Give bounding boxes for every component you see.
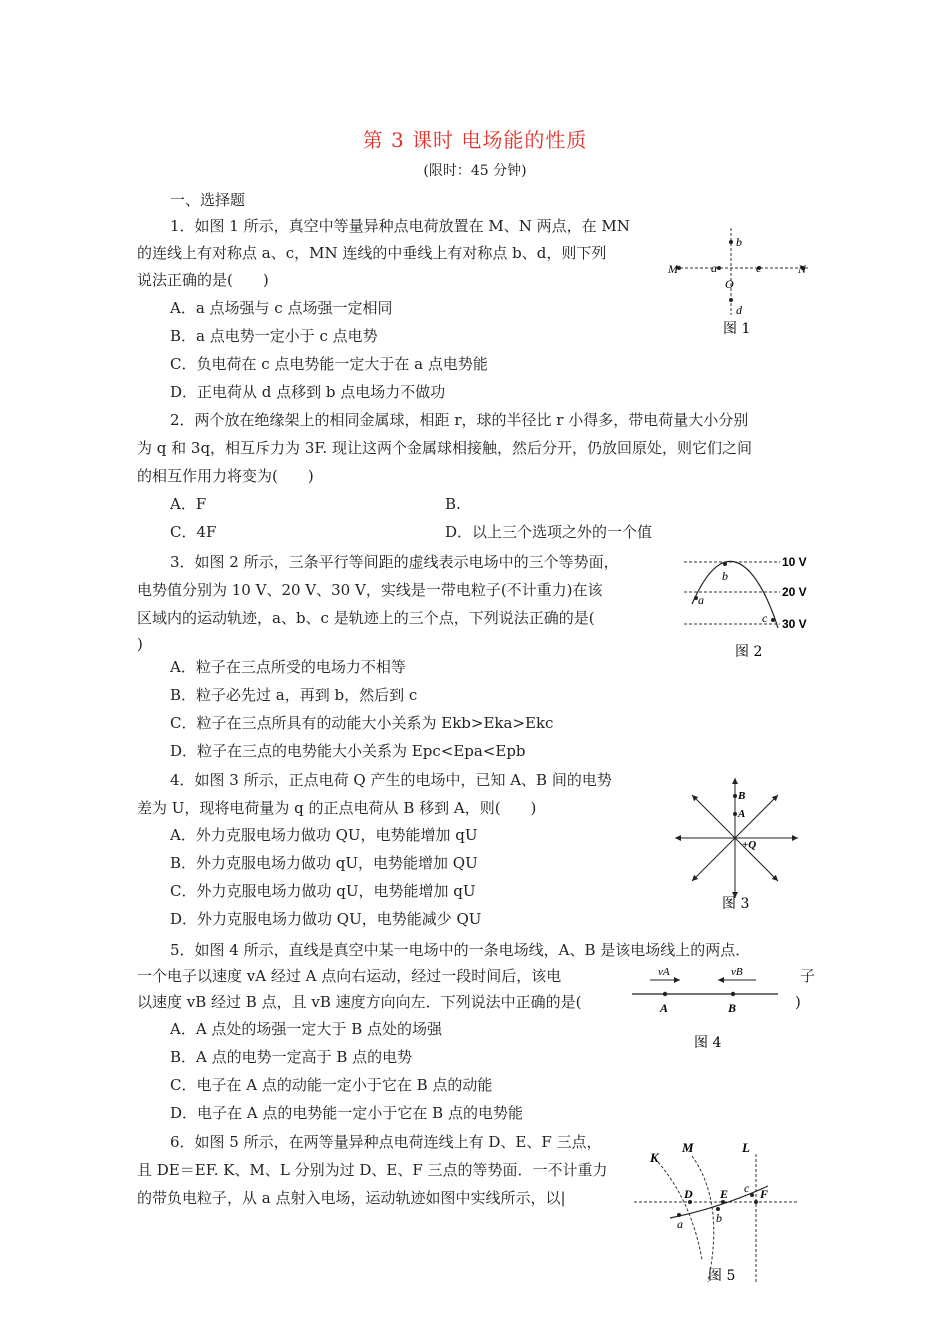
q3-option-c: C．粒子在三点所具有的动能大小关系为 Ekb>Eka>Ekc [170,714,554,732]
q5-option-b: B．A 点的电势一定高于 B 点的电势 [170,1048,413,1066]
figure-5 [630,1132,810,1287]
q5-line-2: 一个电子以速度 vA 经过 A 点向右运动，经过一段时间后，该电 [137,967,562,985]
q4-option-b: B．外力克服电场力做功 qU，电势能增加 QU [170,854,478,872]
q2-option-c: C．4F [170,523,217,541]
q5-option-a: A．A 点处的场强一定大于 B 点处的场强 [170,1020,442,1038]
q5-line-3: 以速度 vB 经过 B 点，且 vB 速度方向向左．下列说法中正确的是( [137,993,582,1011]
q2-line-2: 为 q 和 3q，相互斥力为 3F. 现让这两个金属球相接触，然后分开，仍放回原处，则它们之间 [137,439,752,457]
q5-line-2-end: 子 [800,967,816,985]
figure-3 [660,770,810,915]
fig1-label-o: O [725,277,734,291]
fig1-label-m: M [668,262,678,276]
q2-line-1: 2．两个放在绝缘架上的相同金属球，相距 r，球的半径比 r 小得多，带电荷量大小分别 [170,411,749,429]
q1-option-a: A．a 点场强与 c 点场强一定相同 [170,299,393,317]
fig2-label-20v: 20 V [782,585,807,599]
figure-2 [680,552,825,667]
q1-line-3: 说法正确的是( ) [137,271,269,289]
figure-1 [665,220,820,345]
q4-option-d: D．外力克服电场力做功 QU，电势能减少 QU [170,910,482,928]
fig4-caption: 图 4 [694,1035,722,1051]
fig4-label-b: B [728,1001,737,1015]
q3-option-a: A．粒子在三点所受的电场力不相等 [170,658,406,676]
q3-option-d: D．粒子在三点的电势能大小关系为 Epc<Epa<Epb [170,742,526,760]
fig3-caption: 图 3 [722,896,750,912]
fig1-label-d: d [736,303,742,317]
q5-option-d: D．电子在 A 点的电势能一定小于它在 B 点的电势能 [170,1104,523,1122]
fig4-label-vb: vB [731,966,743,978]
fig5-label-e: E [720,1187,729,1201]
fig3-label-b: B [738,790,746,802]
q2-option-a: A．F [170,495,207,513]
q1-line-1: 1．如图 1 所示，真空中等量异种点电荷放置在 M、N 两点，在 MN [170,217,630,235]
fig3-label-a: A [738,808,746,820]
q4-line-2: 差为 U，现将电荷量为 q 的正点电荷从 B 移到 A，则( ) [137,799,537,817]
fig5-label-m: M [682,1140,694,1155]
q6-line-2: 且 DE＝EF. K、M、L 分别为过 D、E、F 三点的等势面．一不计重力 [137,1161,608,1179]
fig5-label-d: D [684,1187,693,1201]
fig5-caption: 图 5 [708,1268,736,1284]
section-heading: 一、选择题 [170,191,246,209]
fig2-label-c: c [762,611,768,625]
q1-option-c: C．负电荷在 c 点电势能一定大于在 a 点电势能 [170,355,488,373]
q2-option-d: D．以上三个选项之外的一个值 [445,523,653,541]
fig1-label-a: a [711,261,717,275]
q1-option-b: B．a 点电势一定小于 c 点电势 [170,327,378,345]
fig1-label-c: c [756,261,762,275]
q2-line-3: 的相互作用力将变为( ) [137,467,314,485]
fig5-label-f: F [760,1187,769,1201]
fig5-label-l: L [742,1140,750,1155]
fig1-label-n: N [798,262,807,276]
fig5-label-k: K [650,1150,659,1165]
q4-line-1: 4．如图 3 所示，正点电荷 Q 产生的电场中，已知 A、B 间的电势 [170,771,612,789]
fig2-label-30v: 30 V [782,617,807,631]
q5-line-1: 5．如图 4 所示，直线是真空中某一电场中的一条电场线，A、B 是该电场线上的两点． [170,941,751,959]
q5-line-3-end: ) [795,993,801,1011]
q5-option-c: C．电子在 A 点的动能一定小于它在 B 点的动能 [170,1076,493,1094]
q2-option-b: B. [445,495,461,513]
q1-line-2: 的连线上有对称点 a、c，MN 连线的中垂线上有对称点 b、d，则下列 [137,244,607,262]
fig3-label-q: +Q [742,839,757,851]
fig2-label-a: a [698,593,704,607]
q6-line-3: 的带负电粒子，从 a 点射入电场，运动轨迹如图中实线所示，以| [137,1189,566,1207]
q3-option-b: B．粒子必先过 a，再到 b，然后到 c [170,686,418,704]
fig1-label-b: b [736,235,742,249]
time-limit: (限时：45 分钟) [423,163,527,179]
page-title: 第 3 课时 电场能的性质 [362,128,588,152]
fig2-label-10v: 10 V [782,555,807,569]
fig2-label-b: b [722,569,728,583]
fig5-label-a: a [677,1217,683,1231]
fig4-label-a: A [660,1001,669,1015]
fig4-label-va: vA [658,966,670,978]
q3-line-1: 3．如图 2 所示，三条平行等间距的虚线表示电场中的三个等势面， [170,553,619,571]
q3-line-3: 区域内的运动轨迹，a、b、c 是轨迹上的三个点，下列说法正确的是( [137,609,595,627]
q6-line-1: 6．如图 5 所示，在两等量异种点电荷连线上有 D、E、F 三点， [170,1133,602,1151]
fig2-caption: 图 2 [735,644,763,660]
q1-option-d: D．正电荷从 d 点移到 b 点电场力不做功 [170,383,446,401]
figure-4 [628,960,783,1055]
q4-option-c: C．外力克服电场力做功 qU，电势能增加 qU [170,882,476,900]
q4-option-a: A．外力克服电场力做功 QU，电势能增加 qU [170,826,478,844]
fig1-caption: 图 1 [723,321,751,337]
q3-line-2: 电势值分别为 10 V、20 V、30 V，实线是一带电粒子(不计重力)在该 [137,581,603,599]
fig5-label-b: b [716,1211,722,1225]
fig5-label-c: c [744,1181,750,1195]
q3-line-4: ) [137,635,143,653]
